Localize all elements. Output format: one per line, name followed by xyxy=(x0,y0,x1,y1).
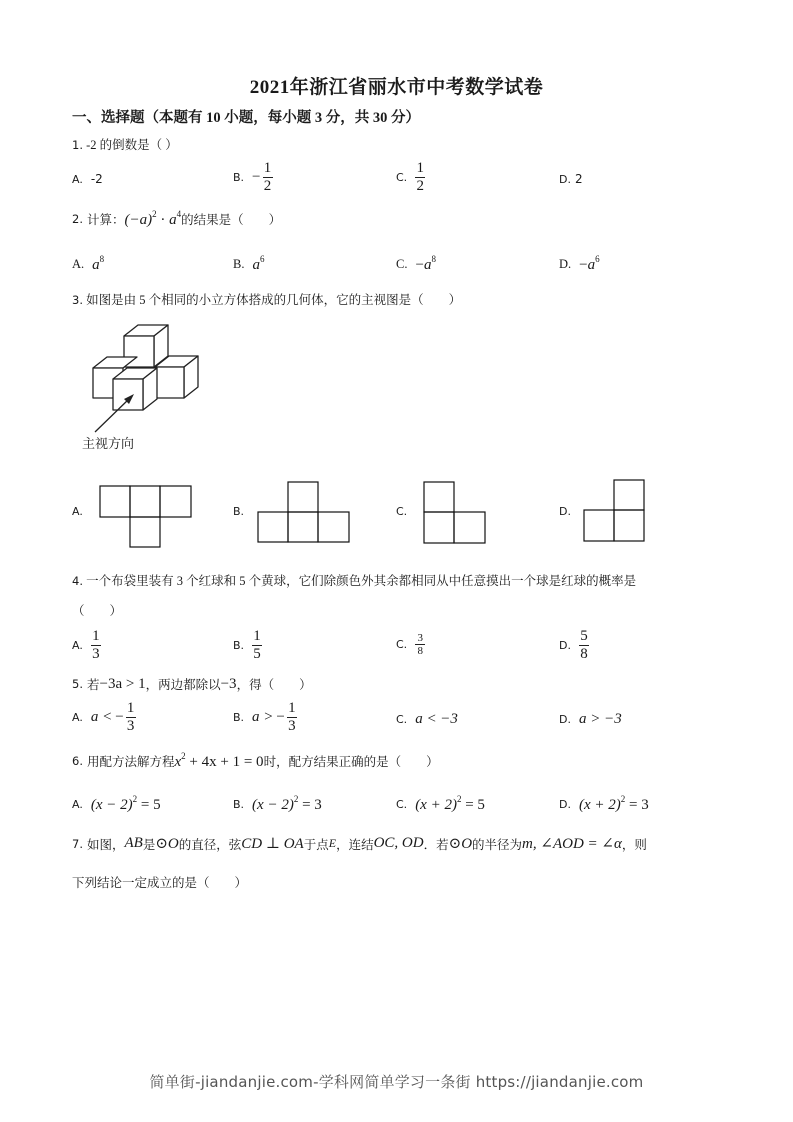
numerator: 1 xyxy=(253,628,261,644)
numerator: 1 xyxy=(263,160,272,176)
option-label: A. xyxy=(72,639,83,652)
q4-option-c[interactable] xyxy=(396,632,425,657)
exponent: 8 xyxy=(99,254,105,264)
fraction xyxy=(287,700,297,735)
option-d-shape xyxy=(584,480,644,541)
stem-text: 是 xyxy=(142,837,156,852)
q5-option-c[interactable] xyxy=(396,711,458,728)
q6-option-d[interactable] xyxy=(559,794,649,814)
stem-text: ，连结 xyxy=(336,837,374,852)
math-cd-perp-oa: CD ⊥ OA xyxy=(241,836,304,852)
exponent: 6 xyxy=(595,254,600,264)
rhs: = 5 xyxy=(137,797,161,813)
q6-option-b[interactable] xyxy=(233,794,322,814)
question-4 xyxy=(72,571,636,589)
rhs: = 3 xyxy=(625,797,649,813)
rhs: = 5 xyxy=(461,797,485,813)
question-stem-suffix: ，得（ ） xyxy=(236,678,312,692)
question-number: 5. xyxy=(72,677,83,691)
option-label: B. xyxy=(233,711,245,724)
q4-option-a[interactable] xyxy=(72,628,101,663)
q6-option-a[interactable] xyxy=(72,794,161,814)
question-number: 4. xyxy=(72,574,83,588)
denominator: 8 xyxy=(417,645,423,657)
option-label: A. xyxy=(72,797,83,811)
q4-option-b[interactable] xyxy=(233,628,262,663)
question-stem-prefix: 用配方法解方程 xyxy=(86,755,175,769)
var-x: x xyxy=(174,754,182,770)
footer-watermark: 简单街-jiandanjie.com-学科网简单学习一条街 https://jiandanjie.com xyxy=(149,1073,644,1091)
numerator: 1 xyxy=(92,628,100,644)
dot-operator: · xyxy=(160,212,166,228)
base: (x + 2) xyxy=(578,797,621,813)
math-e: E xyxy=(328,836,337,850)
question-7-line2: 下列结论一定成立的是（ ） xyxy=(72,876,248,890)
numerator: 1 xyxy=(416,160,424,176)
q5-option-b[interactable] xyxy=(233,700,297,735)
option-label: C. xyxy=(396,256,408,271)
equation xyxy=(175,751,264,771)
option-label: B. xyxy=(233,797,245,811)
minus-sign: − xyxy=(115,709,124,725)
minus-sign: − xyxy=(252,169,261,185)
question-stem-mid: ，两边都除以 xyxy=(145,678,221,692)
question-number: 2. xyxy=(72,212,83,226)
question-stem: -2 的倒数是（ ） xyxy=(86,138,178,152)
math-oc-od: OC, OD xyxy=(373,835,424,851)
stem-text: ，则 xyxy=(621,837,647,852)
option-label: A. xyxy=(72,505,83,518)
fraction xyxy=(91,628,101,663)
figure-caption: 主视方向 xyxy=(82,437,135,452)
option-label: D. xyxy=(559,797,571,811)
option-label: A. xyxy=(72,711,83,724)
denominator: 3 xyxy=(92,646,100,662)
expr-base: (−a) xyxy=(124,212,153,228)
base: a xyxy=(423,257,432,273)
option-a-shape xyxy=(100,486,191,547)
math-ab: AB xyxy=(124,835,143,851)
section-header: 一、选择题（本题有 10 小题，每小题 3 分，共 30 分） xyxy=(72,110,420,126)
math-circle-o: ⊙O xyxy=(448,836,473,852)
option-label: D. xyxy=(559,256,572,271)
q4-option-d[interactable] xyxy=(559,628,589,663)
q6-option-c[interactable] xyxy=(396,794,485,814)
exponent: 2 xyxy=(456,794,462,804)
minus-sign: − xyxy=(579,257,588,273)
exponent: 2 xyxy=(293,794,299,804)
lhs: a > xyxy=(252,709,274,725)
question-number: 6. xyxy=(72,754,83,768)
expr-exponent: 2 xyxy=(152,209,157,219)
base: (x + 2) xyxy=(415,797,457,813)
base: (x − 2) xyxy=(252,797,294,813)
question-stem: 一个布袋里装有 3 个红球和 5 个黄球，它们除颜色外其余都相同从中任意摸出一个球是红球的概率是 xyxy=(86,574,637,588)
base: a xyxy=(587,257,596,273)
option-label: B. xyxy=(233,505,245,518)
expr-base: a xyxy=(169,212,177,228)
option-label: B. xyxy=(233,171,245,184)
numerator: 5 xyxy=(580,628,588,644)
denominator: 3 xyxy=(288,718,296,734)
fraction xyxy=(252,628,262,663)
question-6 xyxy=(72,751,439,771)
denominator: 8 xyxy=(580,646,588,662)
denominator: 2 xyxy=(416,178,424,194)
option-label: C. xyxy=(396,713,408,726)
q5-option-d[interactable] xyxy=(559,711,622,728)
q5-option-a[interactable] xyxy=(72,700,136,735)
base: a xyxy=(92,257,100,273)
lhs: a < xyxy=(90,709,113,725)
option-value: a > −3 xyxy=(578,711,622,727)
stem-text: 的半径为 xyxy=(472,837,523,852)
stem-text: 如图， xyxy=(86,837,125,852)
rhs: = 3 xyxy=(298,797,322,813)
question-number: 3. xyxy=(72,293,83,307)
option-value: a < −3 xyxy=(415,711,458,727)
numerator: 1 xyxy=(288,700,296,716)
option-label: B. xyxy=(233,639,245,652)
stem-text: 于点 xyxy=(303,837,329,852)
exponent: 2 xyxy=(620,794,626,804)
option-b-shape xyxy=(258,482,349,542)
equation-rest: + 4x + 1 = 0 xyxy=(185,754,264,770)
page-title: 2021年浙江省丽水市中考数学试卷 xyxy=(249,77,544,98)
expr-exponent: 4 xyxy=(176,209,182,219)
stem-text: ．若 xyxy=(423,837,449,852)
math-radius-angle: m, ∠AOD = ∠α xyxy=(522,836,622,852)
exponent: 2 xyxy=(132,794,138,804)
math-circle-o: ⊙O xyxy=(155,836,179,852)
option-label: D. xyxy=(559,713,571,726)
divisor: −3 xyxy=(220,675,237,692)
option-label: D. xyxy=(559,639,571,652)
question-number: 7. xyxy=(72,836,83,851)
question-5 xyxy=(72,675,312,693)
stem-text: 的直径，弦 xyxy=(178,837,242,852)
denominator: 2 xyxy=(263,178,272,194)
question-4-line2: （ ） xyxy=(72,604,123,618)
inequality: −3a > 1 xyxy=(99,675,146,692)
fraction xyxy=(415,632,425,657)
option-value: -2 xyxy=(90,172,103,186)
option-label: D. xyxy=(559,172,571,186)
minus-sign: − xyxy=(276,709,285,725)
option-label: C. xyxy=(396,505,408,518)
minus-sign: − xyxy=(415,257,424,273)
question-stem: 如图是由 5 个相同的小立方体搭成的几何体，它的主视图是（ ） xyxy=(86,293,462,307)
question-stem-suffix: 的结果是（ ） xyxy=(181,213,282,227)
base: (x − 2) xyxy=(90,797,133,813)
exponent: 6 xyxy=(259,254,265,264)
question-7 xyxy=(72,834,647,853)
question-stem-suffix: 时，配方结果正确的是（ ） xyxy=(263,755,439,769)
base: a xyxy=(252,257,260,273)
option-label: D. xyxy=(559,505,571,518)
option-label: A. xyxy=(72,172,83,186)
option-c-shape xyxy=(424,482,485,543)
denominator: 5 xyxy=(253,646,261,662)
denominator: 3 xyxy=(126,718,135,734)
option-label: B. xyxy=(233,256,245,271)
fraction xyxy=(579,628,589,663)
exponent: 2 xyxy=(181,751,186,761)
question-number: 1. xyxy=(72,138,83,152)
question-stem-prefix: 计算： xyxy=(86,213,125,227)
fraction xyxy=(126,700,136,735)
exponent: 8 xyxy=(431,254,436,264)
option-value: 2 xyxy=(574,172,583,186)
option-label: A. xyxy=(72,256,85,271)
question-stem-prefix: 若 xyxy=(86,678,100,692)
option-label: C. xyxy=(396,797,408,811)
option-label: C. xyxy=(396,171,408,184)
numerator: 3 xyxy=(417,632,423,644)
option-label: C. xyxy=(396,638,408,651)
numerator: 1 xyxy=(126,700,135,716)
